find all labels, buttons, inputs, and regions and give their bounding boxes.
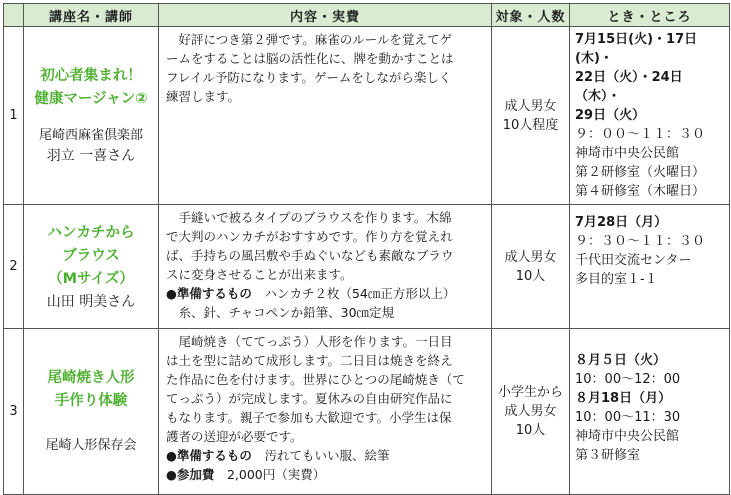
header-target: 対象・人数 (492, 4, 570, 27)
time-line: ９：３０～１１：３０ (575, 234, 706, 249)
when-cell (570, 27, 730, 205)
content-line: フレイル予防になります。ゲームをしながら楽しく (166, 70, 452, 85)
when-cell (570, 205, 730, 329)
content-line: ば、手持ちの風呂敷や手ぬぐいなども素敵なブラウ (166, 248, 454, 263)
target-cell (492, 27, 570, 205)
room-line: 第４研修室（木曜日） (575, 184, 706, 199)
instructor-name: 羽立 一喜さん (46, 147, 136, 164)
table-row (4, 205, 730, 329)
target-line: 10人程度 (502, 117, 559, 133)
content-line: は土を型に詰めて成形します。二日目は焼きを終え (166, 353, 453, 368)
header-num (4, 4, 24, 27)
course-title: ブラウス (62, 248, 120, 264)
content-line: ームをすることは脳の活性化に、牌を動かすことは (166, 51, 454, 66)
course-title: 尾崎焼き人形 (47, 370, 135, 386)
content-line: で大判のハンカチがおすすめです。作り方を覚えれ (166, 229, 453, 244)
target-cell (492, 205, 570, 329)
course-title: 健康マージャン② (34, 90, 148, 107)
room-line: 第３研修室 (575, 448, 641, 463)
place-line: 神埼市中央公民館 (575, 146, 680, 161)
content-line: た作品に色を付けます。世界にひとつの尾崎焼き（て (166, 372, 465, 387)
materials-line (166, 446, 486, 465)
course-title: （Mサイズ） (48, 271, 134, 287)
header-content: 内容・実費 (159, 4, 492, 27)
target-line: 小学生から (497, 385, 563, 400)
materials-text: 汚れてもいい服、絵筆 (264, 448, 390, 463)
course-cell (24, 205, 159, 329)
target-line: 成人男女 (504, 98, 557, 114)
materials-label: ●準備するもの (166, 448, 252, 463)
materials-text: ハンカチ２枚（54㎝正方形以上） (264, 286, 456, 301)
time-line: 10：00～12：00 (575, 372, 681, 387)
row-number: 1 (4, 27, 24, 205)
time-line: ９：００～１１：３０ (575, 127, 706, 142)
content-line: てっぷう）が完成します。夏休みの自由研究作品に (166, 391, 453, 406)
fee-label: ●参加費 (166, 467, 215, 482)
table-row (4, 329, 730, 495)
date-line: 29日（火） (575, 108, 646, 123)
content-line: 尾崎焼き（ててっぷう）人形を作ります。一日目 (178, 334, 453, 349)
header-row (4, 4, 730, 27)
fee-line (166, 465, 486, 484)
time-line: 10：00～11：30 (575, 410, 681, 425)
room-line: 多目的室１-１ (575, 272, 658, 287)
place-line: 神埼市中央公民館 (575, 429, 680, 444)
content-cell (159, 27, 492, 205)
content-cell (159, 329, 492, 495)
course-cell (24, 27, 159, 205)
date-line: 7月15日(火)・17日(木)・ (575, 32, 698, 66)
instructor (28, 435, 154, 456)
materials-continued: 糸、針、チャコペンか鉛筆、30㎝定規 (178, 305, 395, 320)
content-line: 手縫いで被るタイプのブラウスを作ります。木綿 (178, 210, 452, 225)
table-row (4, 27, 730, 205)
content-line: 好評につき第２弾です。麻雀のルールを覚えてゲ (178, 32, 453, 47)
content-line: 護者の送迎が必要です。 (166, 429, 303, 444)
header-course: 講座名・講師 (24, 4, 159, 27)
course-table (3, 3, 730, 495)
row-number: 3 (4, 329, 24, 495)
row-number: 2 (4, 205, 24, 329)
course-title: 手作り体験 (54, 393, 128, 409)
target-line: 10人 (515, 268, 546, 284)
content-line: もなります。親子で参加も大歓迎です。小学生は保 (166, 410, 452, 425)
materials-label: ●準備するもの (166, 286, 252, 301)
content-cell (159, 205, 492, 329)
course-title: ハンカチから (47, 225, 135, 241)
content-line: 練習します。 (166, 89, 241, 104)
date-line: 22日（火）・24日（木）・ (575, 70, 683, 104)
content-line: スに変身させることが出来ます。 (166, 267, 353, 282)
date-line: ８月５日（火） (575, 353, 667, 368)
target-cell (492, 329, 570, 495)
place-line: 千代田交流センター (575, 253, 692, 268)
instructor-org: 尾崎人形保存会 (45, 438, 137, 453)
date-line: ８月18日（月） (575, 391, 672, 406)
when-cell (570, 329, 730, 495)
room-line: 第２研修室（火曜日） (575, 165, 706, 180)
instructor (28, 125, 154, 167)
target-line: 10人 (515, 423, 546, 438)
instructor-org: 尾崎西麻雀倶楽部 (38, 127, 143, 143)
target-line: 成人男女 (504, 249, 557, 265)
fee-text: 2,000円（実費） (226, 467, 326, 482)
header-when: とき・ところ (570, 4, 730, 27)
course-title: 初心者集まれ！ (40, 67, 142, 84)
instructor-name: 山田 明美さん (46, 294, 136, 310)
date-line: 7月28日（月） (575, 215, 668, 230)
materials-line (166, 284, 486, 303)
course-cell (24, 329, 159, 495)
target-line: 成人男女 (504, 404, 557, 419)
